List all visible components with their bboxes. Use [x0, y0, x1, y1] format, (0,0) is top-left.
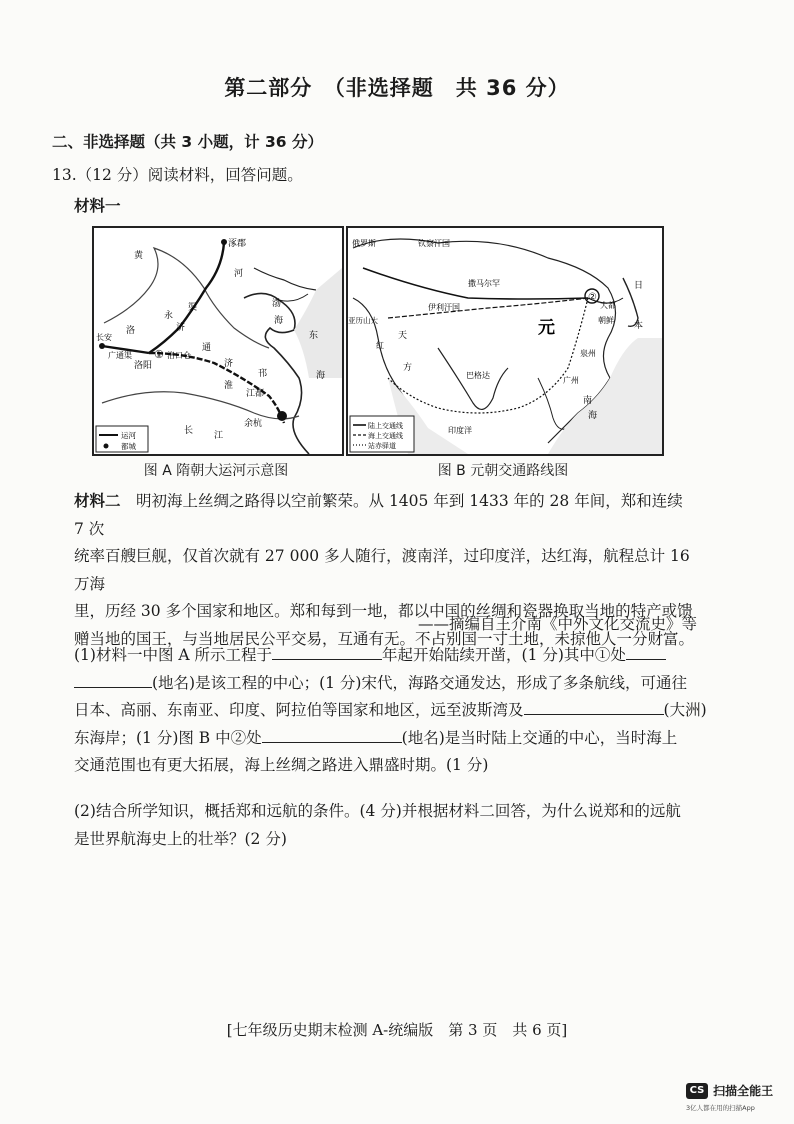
- map-b-legend-land: 陆上交通线: [368, 422, 403, 430]
- material2-label: 材料二: [74, 492, 121, 510]
- map-a-caption: 图 A 隋朝大运河示意图: [143, 463, 289, 479]
- material2-line: 里，历经 30 多个国家和地区。郑和每到一地，都以中国的丝绸和瓷器换取当地的特产或馈: [74, 602, 693, 620]
- map-a-label: 江: [214, 431, 224, 441]
- q1-text: 交通范围也有更大拓展，海上丝绸之路进入鼎盛时期。(1 分): [74, 756, 489, 774]
- map-b-label: 印度洋: [448, 426, 472, 435]
- map-b-label: 朝鲜: [598, 316, 614, 325]
- map-b-marker-2: ②: [588, 292, 597, 303]
- map-b-label: 方: [403, 363, 413, 373]
- map-a-label: 海: [274, 316, 284, 326]
- map-a-label: 济: [176, 323, 186, 333]
- map-a-label: 通: [202, 343, 212, 353]
- map-b-label: 伊利汗国: [428, 303, 460, 312]
- answer-blank-continent[interactable]: [524, 699, 664, 715]
- map-b-caption: 图 B 元朝交通路线图: [437, 463, 569, 479]
- map-a-grand-canal: [92, 226, 344, 456]
- scanner-name: 扫描全能王: [713, 1084, 774, 1098]
- material2-line: 统率百艘巨舰，仅首次就有 27 000 多人随行，渡南洋，过印度洋，达红海，航程总计 16 万海: [74, 547, 690, 593]
- map-a-label: 长: [184, 426, 194, 436]
- map-a-label: 黄: [134, 251, 144, 261]
- map-a-yuhang: 余杭: [244, 419, 263, 429]
- scanner-watermark: [686, 1080, 773, 1112]
- map-b-label: 亚历山大: [348, 316, 378, 325]
- question-1: [74, 642, 714, 780]
- q1-text: (大洲): [663, 701, 707, 719]
- material2-source: ——摘编自王介南《中外文化交流史》等: [418, 615, 698, 633]
- map-a-label: 洛口仓: [167, 351, 191, 360]
- section-heading: 二、非选择题（共 3 小题，计 36 分）: [52, 133, 323, 151]
- map-a-label: 河: [234, 269, 244, 279]
- scanner-tagline: 3亿人都在用的扫描App: [686, 1104, 755, 1112]
- map-b-label: 广州: [563, 376, 579, 385]
- map-b-label: 天: [398, 331, 408, 341]
- answer-blank-year[interactable]: [272, 644, 382, 660]
- map-b-yuan-routes: [346, 226, 664, 456]
- answer-blank-place1[interactable]: [626, 644, 666, 660]
- map-a-jiangdu: 江都: [246, 389, 265, 399]
- map-a-label: 洛: [126, 326, 136, 336]
- question-intro: 13.（12 分）阅读材料，回答问题。: [52, 166, 303, 184]
- map-a-changan: 长安: [96, 333, 112, 342]
- map-b-label: 本: [634, 321, 644, 331]
- map-a-label: 海: [316, 371, 326, 381]
- page-footer: [七年级历史期末检测 A-统编版 第 3 页 共 6 页]: [226, 1021, 568, 1039]
- map-a-luoyang: 洛阳: [134, 361, 153, 371]
- material1-label: 材料一: [74, 197, 121, 215]
- material2-line: 赠当地的国王，与当地居民公平交易，互通有无。不占别国一寸土地，未掠他人一分财富。: [74, 629, 695, 648]
- map-a-label: 渠: [188, 303, 198, 313]
- material2-line: 明初海上丝绸之路得以空前繁荣。从 1405 年到 1433 年的 28 年间，郑和连续 7 次: [74, 492, 683, 538]
- question-2: [74, 798, 714, 853]
- map-a-legend-city: 都城: [121, 442, 136, 451]
- answer-blank-place1-cont[interactable]: [74, 672, 152, 688]
- map-a-legend-canal: 运河: [121, 431, 136, 440]
- map-b-yuan: 元: [538, 318, 555, 338]
- map-b-label: 撒马尔罕: [468, 279, 500, 288]
- q1-text: 日本、高丽、东南亚、印度、阿拉伯等国家和地区，远至波斯湾及: [74, 701, 524, 719]
- q1-text: (1)材料一中图 A 所示工程于: [74, 646, 273, 664]
- map-a-label: 永: [164, 311, 174, 321]
- map-a-label: 济: [224, 359, 234, 369]
- map-a-zhuojun: 涿郡: [228, 239, 247, 249]
- answer-blank-place2[interactable]: [262, 727, 402, 743]
- map-a-label: 渤: [272, 299, 282, 309]
- map-b-label: 红: [376, 341, 384, 350]
- q1-text: 东海岸；(1 分)图 B 中②处: [74, 728, 262, 747]
- map-a-marker-1: ①: [154, 348, 164, 361]
- map-a-label: 邗: [258, 369, 268, 379]
- map-b-label: 俄罗斯: [352, 239, 376, 248]
- q1-text: (地名)是当时陆上交通的中心，当时海上: [401, 728, 678, 747]
- q2-line: 是世界航海史上的壮举？(2 分): [74, 829, 287, 848]
- page-title: 第二部分 （非选择题 共 36 分）: [224, 76, 570, 100]
- map-b-label: 钦察汗国: [418, 239, 450, 248]
- map-b-legend-sea: 海上交通线: [368, 432, 403, 440]
- map-b-label: 南: [583, 396, 593, 406]
- map-b-label: 泉州: [580, 349, 596, 358]
- q2-line: (2)结合所学知识，概括郑和远航的条件。(4 分)并根据材料二回答，为什么说郑和的远航: [74, 802, 681, 820]
- scanner-badge: CS: [686, 1083, 708, 1099]
- map-a-label: 淮: [224, 381, 234, 391]
- map-a-label: 广通渠: [108, 351, 132, 360]
- q1-text: (地名)是该工程的中心；(1 分)宋代，海路交通发达，形成了多条航线，可通往: [152, 673, 687, 692]
- map-b-label: 日: [634, 281, 644, 291]
- map-b-label: 海: [588, 411, 598, 421]
- map-b-legend-post: 站赤驿道: [368, 442, 396, 450]
- map-a-label: 东: [309, 331, 319, 341]
- map-b-label: 巴格达: [466, 371, 490, 380]
- q1-text: 年起开始陆续开凿，(1 分)其中①处: [382, 646, 626, 664]
- map-b-label: 大都: [600, 301, 616, 310]
